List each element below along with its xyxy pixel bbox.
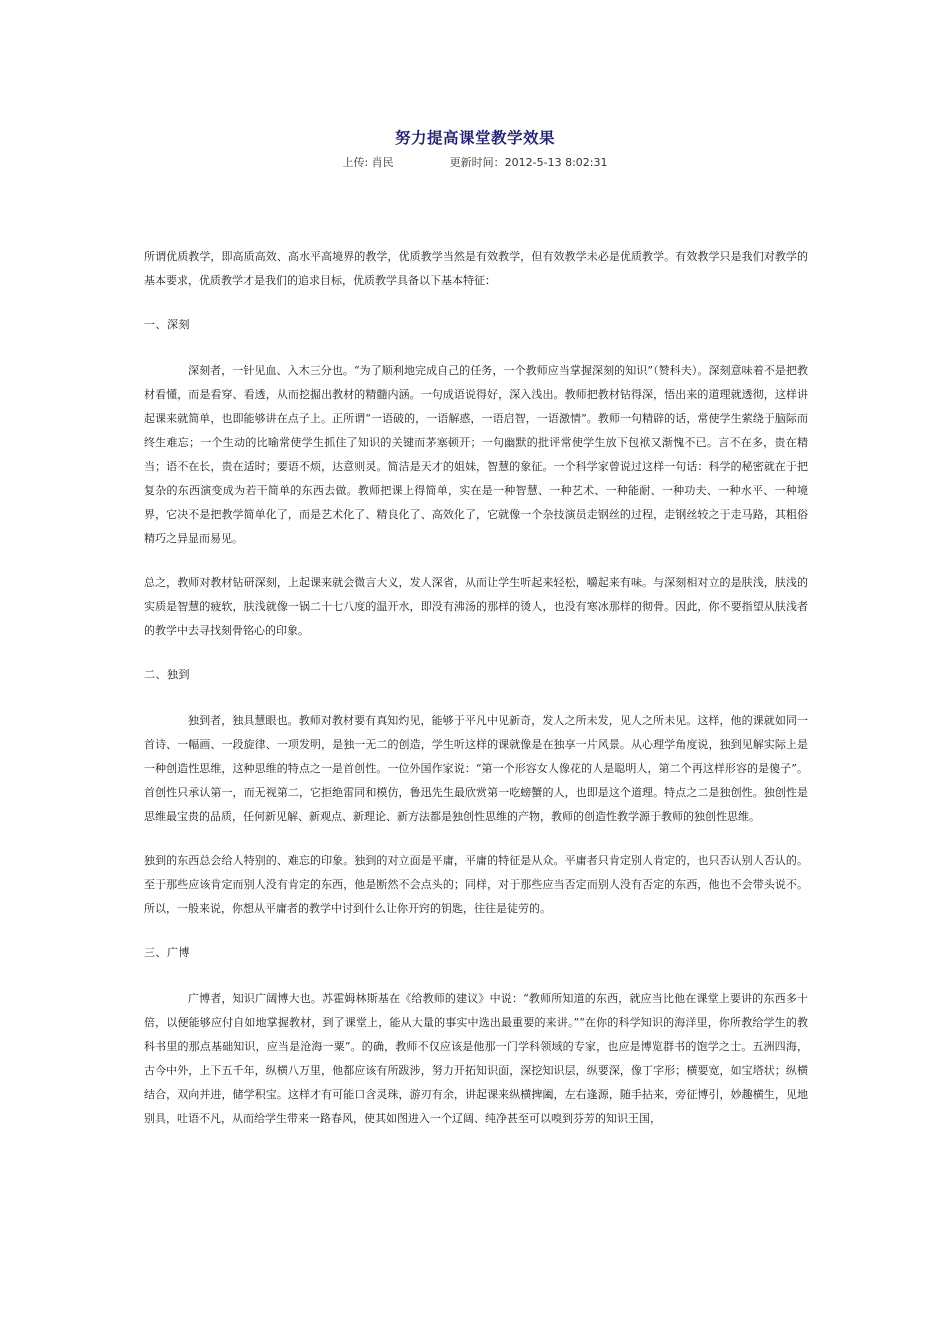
document-meta <box>0 154 950 170</box>
spacer <box>144 687 808 709</box>
spacer <box>144 965 808 987</box>
update-time: 更新时间：2012-5-13 8:02:31 <box>449 156 608 169</box>
section-heading-broad: 三、广博 <box>144 946 190 959</box>
section-heading-unique: 二、独到 <box>144 668 190 681</box>
spacer <box>144 337 808 359</box>
document-title: 努力提高课堂教学效果 <box>394 129 555 147</box>
section-unique-paragraph-1: 独到者，独具慧眼也。教师对教材要有真知灼见，能够于平凡中见新奇，发人之所未发，见人之所未见。这样，他的课就如同一首诗、一幅画、一段旋律、一项发明，是独一无二的创造，学生听这样的课就像是在独享一片风景。从心理学角度说，独到见解实际上是一种创造性思维，这种思维的特点之一是首创性。一位外国作家说：“第一个形容女人像花的人是聪明人，第二个再这样形容的是傻子”。首创性只承认第一，而无视第二，它拒绝雷同和模仿，鲁迅先生最欣赏第一吃螃蟹的人，也即是这个道理。特点之二是独创性。独创性是思维最宝贵的品质，任何新见解、新观点、新理论、新方法都是独创性思维的产物，教师的创造性教学源于教师的独创性思维。 <box>144 714 808 823</box>
spacer <box>144 293 808 313</box>
spacer <box>144 829 808 849</box>
spacer <box>144 921 808 941</box>
article-body <box>144 245 808 1131</box>
section-unique-paragraph-2: 独到的东西总会给人特别的、难忘的印象。独到的对立面是平庸，平庸的特征是从众。平庸者只肯定别人肯定的，也只否认别人否认的。至于那些应该肯定而别人没有肯定的东西，他是断然不会点头的；同样，对于那些应当否定而别人没有否定的东西，他也不会带头说不。所以，一般来说，你想从平庸者的教学中讨到什么让你开窍的钥匙，往往是徒劳的。 <box>144 854 808 915</box>
spacer <box>144 643 808 663</box>
upload-info: 上传: 肖民 <box>342 156 394 169</box>
section-deep-paragraph-2: 总之，教师对教材钻研深刻，上起课来就会微言大义，发人深省，从而让学生听起来轻松，嚼起来有味。与深刻相对立的是肤浅，肤浅的实质是智慧的疲软，肤浅就像一锅二十七八度的温开水，即没有沸汤的那样的烫人，也没有寒冰那样的彻骨。因此，你不要指望从肤浅者的教学中去寻找刻骨铭心的印象。 <box>144 576 808 637</box>
section-deep-paragraph-1: 深刻者，一针见血、入木三分也。“为了顺利地完成自己的任务，一个教师应当掌握深刻的知识”（赞科夫）。深刻意味着不是把教材看懂，而是看穿、看透，从而挖掘出教材的精髓内涵。一句成语说得好，深入浅出。教师把教材钻得深，悟出来的道理就透彻，这样讲起课来就简单，也即能够讲在点子上。正所谓“一语破的，一语解惑，一语启智，一语激情”。教师一句精辟的话，常使学生萦绕于脑际而终生难忘；一个生动的比喻常使学生抓住了知识的关键而茅塞顿开；一句幽默的批评常使学生放下包袱又渐愧不已。言不在多，贵在精当；语不在长，贵在适时；要语不烦，达意则灵。简洁是天才的姐妹，智慧的象征。一个科学家曾说过这样一句话：科学的秘密就在于把复杂的东西演变成为若干简单的东西去做。教师把课上得简单，实在是一种智慧、一种艺术、一种能耐、一种功夫、一种水平、一种境界，它决不是把教学简单化了，而是艺术化了、精良化了、高效化了，它就像一个杂技演员走钢丝的过程，走钢丝较之于走马路，其粗俗精巧之异显而易见。 <box>144 364 808 545</box>
spacer <box>144 551 808 571</box>
section-heading-deep: 一、深刻 <box>144 318 190 331</box>
intro-paragraph: 所谓优质教学，即高质高效、高水平高境界的教学，优质教学当然是有效教学，但有效教学未必是优质教学。有效教学只是我们对教学的基本要求，优质教学才是我们的追求目标，优质教学具备以下基本特征： <box>144 250 808 287</box>
section-broad-paragraph-1: 广博者，知识广阔博大也。苏霍姆林斯基在《给教师的建议》中说：“教师所知道的东西，就应当比他在课堂上要讲的东西多十倍，以便能够应付自如地掌握教材，到了课堂上，能从大量的事实中选出最重要的来讲。”“在你的科学知识的海洋里，你所教给学生的教科书里的那点基础知识，应当是沧海一粟”。的确，教师不仅应该是他那一门学科领域的专家，也应是博览群书的饱学之士。五洲四海，古今中外，上下五千年，纵横八万里，他都应该有所跋涉，努力开拓知识面，深挖知识层，纵要深，像丁字形；横要宽，如宝塔状；纵横结合，双向并进，储学积宝。这样才有可能口含灵珠，游刃有余，讲起课来纵横捭阖，左右逢源，随手拈来，旁征博引，妙趣横生，见地别具，吐语不凡，从而给学生带来一路春风，使其如图进入一个辽阔、纯净甚至可以嗅到芬芳的知识王国， <box>144 992 808 1125</box>
